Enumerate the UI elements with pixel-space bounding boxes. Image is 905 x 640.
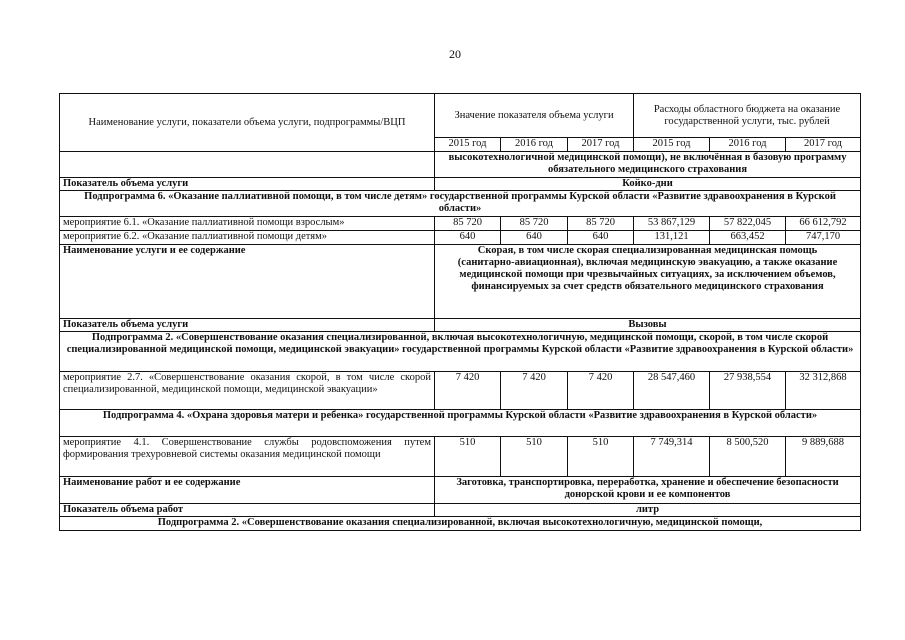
expense-value: 7 749,314 — [634, 437, 710, 477]
volume-value: 85 720 — [568, 217, 634, 231]
volume-value: 85 720 — [501, 217, 568, 231]
table-header-row — [60, 94, 861, 138]
expense-value: 8 500,520 — [710, 437, 786, 477]
expense-value: 53 867,129 — [634, 217, 710, 231]
volume-value: 640 — [435, 231, 501, 245]
subprogram-title: Подпрограмма 2. «Совершенствование оказания специализированной, включая высокотехнологичную, медицинской помощи, скорой, в том числе скорой специализированной медицинской помощи, медицинской эвакуации» государственной программы Курской области «Развитие здравоохранения в Курской области» — [60, 332, 861, 372]
expense-value: 663,452 — [710, 231, 786, 245]
page-number: 20 — [449, 47, 461, 61]
service-continuation: высокотехнологичной медицинской помощи), не включённая в базовую программу обязательного медицинского страхования — [435, 152, 861, 178]
year-cell: 2016 год — [710, 138, 786, 152]
expense-value: 747,170 — [786, 231, 861, 245]
indicator-value: литр — [435, 504, 861, 517]
year-cell: 2015 год — [634, 138, 710, 152]
expense-value: 66 612,792 — [786, 217, 861, 231]
volume-value: 7 420 — [435, 372, 501, 410]
indicator-label: Показатель объема работ — [60, 504, 435, 517]
volume-value: 7 420 — [501, 372, 568, 410]
table-row — [60, 191, 861, 217]
service-label: Наименование услуги и ее содержание — [60, 245, 435, 319]
measure-name: мероприятие 6.1. «Оказание паллиативной помощи взрослым» — [60, 217, 435, 231]
subprogram-title: Подпрограмма 2. «Совершенствование оказания специализированной, включая высокотехнологичную, медицинской помощи, — [60, 517, 861, 531]
expense-value: 131,121 — [634, 231, 710, 245]
table-row — [60, 217, 861, 231]
header-volume-column: Значение показателя объема услуги — [435, 94, 634, 138]
indicator-label: Показатель объема услуги — [60, 319, 435, 332]
expense-value: 27 938,554 — [710, 372, 786, 410]
indicator-value: Койко-дни — [435, 178, 861, 191]
volume-value: 640 — [501, 231, 568, 245]
subprogram-title: Подпрограмма 4. «Охрана здоровья матери и ребенка» государственной программы Курской области «Развитие здравоохранения в Курской области» — [60, 410, 861, 437]
expense-value: 9 889,688 — [786, 437, 861, 477]
year-cell: 2015 год — [435, 138, 501, 152]
table-row — [60, 152, 861, 178]
measure-name: мероприятие 4.1. Совершенствование службы родовспоможения путем формирования трехуровневой системы оказания медицинской помощи — [60, 437, 435, 477]
measure-name: мероприятие 2.7. «Совершенствование оказания скорой, в том числе скорой специализированной, медицинской помощи, медицинской эвакуации» — [60, 372, 435, 410]
indicator-label: Показатель объема услуги — [60, 178, 435, 191]
budget-table — [59, 93, 861, 531]
table-row — [60, 231, 861, 245]
volume-value: 85 720 — [435, 217, 501, 231]
table-row — [60, 517, 861, 531]
subprogram-title: Подпрограмма 6. «Оказание паллиативной помощи, в том числе детям» государственной программы Курской области «Развитие здравоохранения в Курской области» — [60, 191, 861, 217]
measure-name: мероприятие 6.2. «Оказание паллиативной помощи детям» — [60, 231, 435, 245]
volume-value: 640 — [568, 231, 634, 245]
service-description: Скорая, в том числе скорая специализированная медицинская помощь (санитарно-авиационная), включая медицинскую эвакуацию, а также оказание медицинской помощи при чрезвычайных ситуациях, за исключением объемов, финансируемых за счет средств обязательного медицинского страхования — [435, 245, 861, 319]
table-row — [60, 372, 861, 410]
header-name-column: Наименование услуги, показатели объема услуги, подпрограммы/ВЦП — [60, 94, 435, 152]
table-row — [60, 477, 861, 504]
empty-cell — [60, 152, 435, 178]
year-cell: 2017 год — [786, 138, 861, 152]
expense-value: 28 547,460 — [634, 372, 710, 410]
header-expense-column: Расходы областного бюджета на оказание государственной услуги, тыс. рублей — [634, 94, 861, 138]
work-label: Наименование работ и ее содержание — [60, 477, 435, 504]
table-row — [60, 178, 861, 191]
volume-value: 510 — [501, 437, 568, 477]
table-row — [60, 410, 861, 437]
table-row — [60, 437, 861, 477]
year-cell: 2017 год — [568, 138, 634, 152]
volume-value: 510 — [568, 437, 634, 477]
expense-value: 32 312,868 — [786, 372, 861, 410]
indicator-value: Вызовы — [435, 319, 861, 332]
volume-value: 7 420 — [568, 372, 634, 410]
work-description: Заготовка, транспортировка, переработка, хранение и обеспечение безопасности донорской крови и ее компонентов — [435, 477, 861, 504]
expense-value: 57 822,045 — [710, 217, 786, 231]
year-cell: 2016 год — [501, 138, 568, 152]
table-row — [60, 332, 861, 372]
table-row — [60, 319, 861, 332]
volume-value: 510 — [435, 437, 501, 477]
table-row — [60, 504, 861, 517]
table-row — [60, 245, 861, 319]
